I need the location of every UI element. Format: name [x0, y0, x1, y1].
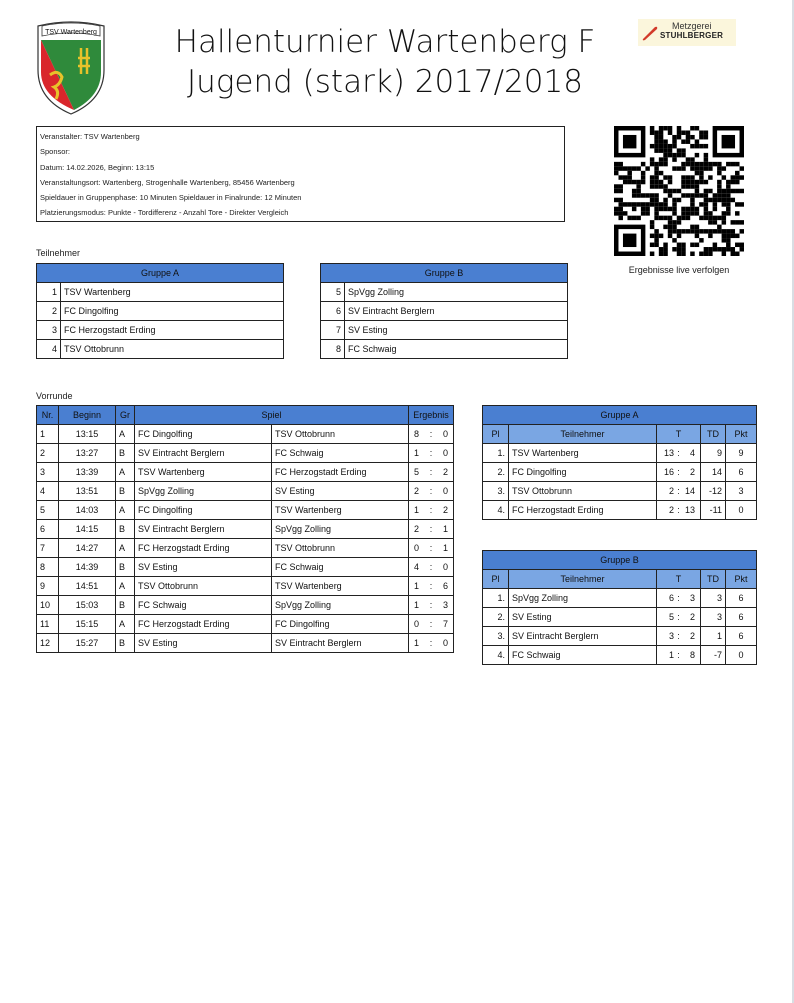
- standing-goal-diff: 1: [701, 627, 726, 646]
- standing-place: 2.: [483, 608, 509, 627]
- match-result: [409, 501, 454, 520]
- participant-name: TSV Ottobrunn: [61, 340, 284, 359]
- match-time: 14:15: [59, 520, 116, 539]
- goals-for: 0: [414, 619, 420, 629]
- club-logo-text: TSV Wartenberg: [45, 29, 97, 36]
- goals-for: 13: [663, 448, 674, 458]
- match-time: 13:51: [59, 482, 116, 501]
- match-row: [37, 634, 454, 653]
- info-organizer: Veranstalter: TSV Wartenberg: [40, 132, 140, 141]
- match-row: [37, 501, 454, 520]
- page-title: [130, 22, 640, 102]
- score-separator: :: [429, 543, 433, 553]
- match-group: B: [116, 444, 135, 463]
- participant-no: 1: [37, 283, 61, 302]
- goals-against: 13: [684, 505, 695, 515]
- match-row: [37, 444, 454, 463]
- goals-for: 0: [414, 543, 420, 553]
- match-away-team: SV Eintracht Berglern: [272, 634, 409, 653]
- goals-against: 0: [442, 448, 448, 458]
- standing-goal-diff: -11: [701, 501, 726, 520]
- standing-team: SV Esting: [509, 608, 657, 627]
- match-result: [409, 634, 454, 653]
- col-pl: Pl: [483, 570, 509, 589]
- info-ranking-mode: Platzierungsmodus: Punkte - Tordifferenz - Anzahl Tore - Direkter Vergleich: [40, 208, 289, 218]
- col-gr: Gr: [116, 406, 135, 425]
- standing-goals: [657, 463, 701, 482]
- participant-name: FC Dingolfing: [61, 302, 284, 321]
- sponsor-logo-line-1: Metzgerei: [672, 21, 712, 31]
- goals-for: 1: [414, 505, 420, 515]
- match-time: 14:51: [59, 577, 116, 596]
- match-result: [409, 577, 454, 596]
- match-time: 14:27: [59, 539, 116, 558]
- score-separator: :: [429, 467, 433, 477]
- club-logo: [34, 20, 108, 116]
- goals-against: 14: [684, 486, 695, 496]
- standing-team: TSV Ottobrunn: [509, 482, 657, 501]
- standing-goal-diff: 14: [701, 463, 726, 482]
- goals-against: 2: [689, 631, 695, 641]
- goals-against: 2: [442, 505, 448, 515]
- match-row: [37, 520, 454, 539]
- standings-row: [483, 501, 757, 520]
- goals-against: 0: [442, 486, 448, 496]
- goals-against: 8: [689, 650, 695, 660]
- match-row: [37, 577, 454, 596]
- standing-place: 1.: [483, 444, 509, 463]
- match-time: 14:39: [59, 558, 116, 577]
- standing-points: 6: [726, 463, 757, 482]
- goals-against: 1: [442, 543, 448, 553]
- match-home-team: SV Esting: [135, 634, 272, 653]
- score-separator: :: [677, 505, 680, 515]
- participant-row: [321, 302, 568, 321]
- participant-name: FC Schwaig: [345, 340, 568, 359]
- goals-for: 2: [414, 486, 420, 496]
- goals-for: 5: [414, 467, 420, 477]
- match-away-team: FC Schwaig: [272, 558, 409, 577]
- standing-goals: [657, 501, 701, 520]
- match-group: B: [116, 596, 135, 615]
- info-date: Datum: 14.02.2026, Beginn: 13:15: [40, 162, 155, 172]
- match-row: [37, 615, 454, 634]
- match-result: [409, 482, 454, 501]
- score-separator: :: [677, 486, 680, 496]
- standings-group-a: [482, 405, 757, 520]
- match-home-team: TSV Ottobrunn: [135, 577, 272, 596]
- goals-against: 6: [442, 581, 448, 591]
- standing-goal-diff: 3: [701, 589, 726, 608]
- goals-against: 3: [689, 593, 695, 603]
- match-home-team: FC Herzogstadt Erding: [135, 539, 272, 558]
- standing-goal-diff: 3: [701, 608, 726, 627]
- match-time: 14:03: [59, 501, 116, 520]
- participant-name: FC Herzogstadt Erding: [61, 321, 284, 340]
- title-line-1: Hallenturnier Wartenberg F: [174, 24, 596, 60]
- match-group: A: [116, 615, 135, 634]
- goals-against: 2: [689, 612, 695, 622]
- col-ergebnis: Ergebnis: [409, 406, 454, 425]
- match-group: A: [116, 463, 135, 482]
- goals-against: 0: [442, 562, 448, 572]
- participant-name: SV Eintracht Berglern: [345, 302, 568, 321]
- goals-for: 6: [668, 593, 674, 603]
- standing-points: 3: [726, 482, 757, 501]
- standing-team: FC Schwaig: [509, 646, 657, 665]
- match-away-team: SpVgg Zolling: [272, 520, 409, 539]
- score-separator: :: [429, 600, 433, 610]
- match-time: 15:03: [59, 596, 116, 615]
- standing-goals: [657, 589, 701, 608]
- goals-for: 5: [668, 612, 674, 622]
- col-team: Teilnehmer: [509, 425, 657, 444]
- standings-group-b: [482, 550, 757, 665]
- match-time: 13:39: [59, 463, 116, 482]
- qr-code[interactable]: [614, 126, 744, 256]
- match-home-team: TSV Wartenberg: [135, 463, 272, 482]
- score-separator: :: [429, 638, 433, 648]
- match-time: 15:15: [59, 615, 116, 634]
- goals-for: 2: [668, 505, 674, 515]
- standing-team: FC Herzogstadt Erding: [509, 501, 657, 520]
- match-nr: 2: [37, 444, 59, 463]
- match-row: [37, 482, 454, 501]
- participant-no: 8: [321, 340, 345, 359]
- standing-points: 9: [726, 444, 757, 463]
- info-duration: Spieldauer in Gruppenphase: 10 Minuten Spieldauer in Finalrunde: 12 Minuten: [40, 193, 302, 203]
- goals-against: 0: [442, 429, 448, 439]
- participant-name: SpVgg Zolling: [345, 283, 568, 302]
- match-group: A: [116, 577, 135, 596]
- sausage-icon: [641, 25, 659, 41]
- col-td: TD: [701, 425, 726, 444]
- goals-against: 7: [442, 619, 448, 629]
- standing-place: 3.: [483, 482, 509, 501]
- standing-goals: [657, 608, 701, 627]
- standing-points: 6: [726, 627, 757, 646]
- match-nr: 11: [37, 615, 59, 634]
- participant-name: SV Esting: [345, 321, 568, 340]
- participant-no: 2: [37, 302, 61, 321]
- match-home-team: FC Dingolfing: [135, 501, 272, 520]
- match-nr: 7: [37, 539, 59, 558]
- score-separator: :: [677, 593, 680, 603]
- standing-team: FC Dingolfing: [509, 463, 657, 482]
- match-home-team: SpVgg Zolling: [135, 482, 272, 501]
- score-separator: :: [429, 429, 433, 439]
- participant-no: 3: [37, 321, 61, 340]
- match-nr: 6: [37, 520, 59, 539]
- group-header: Gruppe A: [483, 406, 757, 425]
- score-separator: :: [677, 650, 680, 660]
- match-away-team: TSV Ottobrunn: [272, 539, 409, 558]
- participant-row: [321, 321, 568, 340]
- standing-points: 0: [726, 501, 757, 520]
- standing-place: 4.: [483, 501, 509, 520]
- standing-place: 2.: [483, 463, 509, 482]
- score-separator: :: [429, 562, 433, 572]
- goals-against: 0: [442, 638, 448, 648]
- match-result: [409, 539, 454, 558]
- match-home-team: FC Herzogstadt Erding: [135, 615, 272, 634]
- standing-points: 6: [726, 608, 757, 627]
- participant-no: 4: [37, 340, 61, 359]
- col-pl: Pl: [483, 425, 509, 444]
- match-away-team: FC Dingolfing: [272, 615, 409, 634]
- standing-goals: [657, 444, 701, 463]
- score-separator: :: [429, 505, 433, 515]
- participant-name: TSV Wartenberg: [61, 283, 284, 302]
- match-away-team: TSV Wartenberg: [272, 577, 409, 596]
- match-group: B: [116, 482, 135, 501]
- standing-goals: [657, 627, 701, 646]
- score-separator: :: [677, 467, 680, 477]
- standing-goal-diff: -7: [701, 646, 726, 665]
- goals-for: 1: [668, 650, 674, 660]
- standing-place: 4.: [483, 646, 509, 665]
- standings-row: [483, 463, 757, 482]
- match-home-team: SV Eintracht Berglern: [135, 520, 272, 539]
- match-nr: 10: [37, 596, 59, 615]
- goals-for: 1: [414, 581, 420, 591]
- col-t: T: [657, 570, 701, 589]
- match-time: 15:27: [59, 634, 116, 653]
- goals-for: 2: [668, 486, 674, 496]
- goals-for: 2: [414, 524, 420, 534]
- goals-for: 3: [668, 631, 674, 641]
- standings-row: [483, 646, 757, 665]
- standing-team: TSV Wartenberg: [509, 444, 657, 463]
- match-away-team: TSV Wartenberg: [272, 501, 409, 520]
- match-away-team: SV Esting: [272, 482, 409, 501]
- score-separator: :: [429, 486, 433, 496]
- standings-row: [483, 608, 757, 627]
- standing-goal-diff: -12: [701, 482, 726, 501]
- score-separator: :: [677, 631, 680, 641]
- goals-for: 1: [414, 600, 420, 610]
- group-header: Gruppe A: [37, 264, 284, 283]
- qr-caption: Ergebnisse live verfolgen: [628, 265, 730, 275]
- goals-against: 1: [442, 524, 448, 534]
- col-nr: Nr.: [37, 406, 59, 425]
- match-group: A: [116, 501, 135, 520]
- score-separator: :: [677, 612, 680, 622]
- match-away-team: FC Schwaig: [272, 444, 409, 463]
- match-nr: 9: [37, 577, 59, 596]
- goals-against: 4: [689, 448, 695, 458]
- score-separator: :: [429, 581, 433, 591]
- score-separator: :: [429, 619, 433, 629]
- participants-group-a: [36, 263, 284, 359]
- standing-place: 1.: [483, 589, 509, 608]
- match-row: [37, 539, 454, 558]
- goals-for: 16: [663, 467, 674, 477]
- match-time: 13:27: [59, 444, 116, 463]
- match-result: [409, 596, 454, 615]
- match-group: A: [116, 539, 135, 558]
- participant-row: [37, 302, 284, 321]
- participant-no: 6: [321, 302, 345, 321]
- match-result: [409, 463, 454, 482]
- match-group: A: [116, 425, 135, 444]
- match-row: [37, 463, 454, 482]
- standings-row: [483, 482, 757, 501]
- standing-points: 0: [726, 646, 757, 665]
- participants-label: Teilnehmer: [36, 248, 81, 258]
- match-result: [409, 444, 454, 463]
- match-home-team: SV Eintracht Berglern: [135, 444, 272, 463]
- participant-row: [321, 340, 568, 359]
- match-nr: 8: [37, 558, 59, 577]
- col-spiel: Spiel: [135, 406, 409, 425]
- match-result: [409, 615, 454, 634]
- goals-for: 1: [414, 448, 420, 458]
- match-time: 13:15: [59, 425, 116, 444]
- match-row: [37, 425, 454, 444]
- prelim-label: Vorrunde: [36, 391, 73, 401]
- standing-goals: [657, 646, 701, 665]
- group-header: Gruppe B: [483, 551, 757, 570]
- participant-row: [321, 283, 568, 302]
- match-row: [37, 596, 454, 615]
- participants-group-b: [320, 263, 568, 359]
- match-row: [37, 558, 454, 577]
- info-sponsor: Sponsor:: [40, 147, 71, 157]
- sponsor-logo-line-2: STUHLBERGER: [660, 31, 724, 40]
- col-pkt: Pkt: [726, 570, 757, 589]
- standing-goal-diff: 9: [701, 444, 726, 463]
- goals-against: 3: [442, 600, 448, 610]
- group-header: Gruppe B: [321, 264, 568, 283]
- col-team: Teilnehmer: [509, 570, 657, 589]
- match-result: [409, 425, 454, 444]
- score-separator: :: [429, 448, 433, 458]
- standing-place: 3.: [483, 627, 509, 646]
- match-group: B: [116, 520, 135, 539]
- match-away-team: TSV Ottobrunn: [272, 425, 409, 444]
- title-line-2: Jugend (stark) 2017/2018: [187, 64, 583, 100]
- standing-team: SpVgg Zolling: [509, 589, 657, 608]
- standing-team: SV Eintracht Berglern: [509, 627, 657, 646]
- event-info-box: [36, 126, 565, 222]
- match-away-team: SpVgg Zolling: [272, 596, 409, 615]
- match-home-team: FC Dingolfing: [135, 425, 272, 444]
- participant-row: [37, 321, 284, 340]
- match-result: [409, 558, 454, 577]
- match-nr: 5: [37, 501, 59, 520]
- match-nr: 4: [37, 482, 59, 501]
- goals-for: 1: [414, 638, 420, 648]
- participant-row: [37, 340, 284, 359]
- info-venue: Veranstaltungsort: Wartenberg, Strogenhalle Wartenberg, 85456 Wartenberg: [40, 177, 295, 187]
- standing-points: 6: [726, 589, 757, 608]
- match-nr: 3: [37, 463, 59, 482]
- match-nr: 12: [37, 634, 59, 653]
- standings-row: [483, 444, 757, 463]
- sponsor-logo: [638, 19, 736, 46]
- col-t: T: [657, 425, 701, 444]
- score-separator: :: [677, 448, 680, 458]
- participant-no: 7: [321, 321, 345, 340]
- col-beginn: Beginn: [59, 406, 116, 425]
- participant-no: 5: [321, 283, 345, 302]
- match-group: B: [116, 634, 135, 653]
- goals-for: 4: [414, 562, 420, 572]
- match-result: [409, 520, 454, 539]
- col-pkt: Pkt: [726, 425, 757, 444]
- standings-row: [483, 589, 757, 608]
- match-home-team: FC Schwaig: [135, 596, 272, 615]
- match-home-team: SV Esting: [135, 558, 272, 577]
- standing-goals: [657, 482, 701, 501]
- goals-for: 8: [414, 429, 420, 439]
- match-away-team: FC Herzogstadt Erding: [272, 463, 409, 482]
- col-td: TD: [701, 570, 726, 589]
- score-separator: :: [429, 524, 433, 534]
- prelim-table: [36, 405, 454, 653]
- match-nr: 1: [37, 425, 59, 444]
- participant-row: [37, 283, 284, 302]
- goals-against: 2: [442, 467, 448, 477]
- goals-against: 2: [689, 467, 695, 477]
- standings-row: [483, 627, 757, 646]
- match-group: B: [116, 558, 135, 577]
